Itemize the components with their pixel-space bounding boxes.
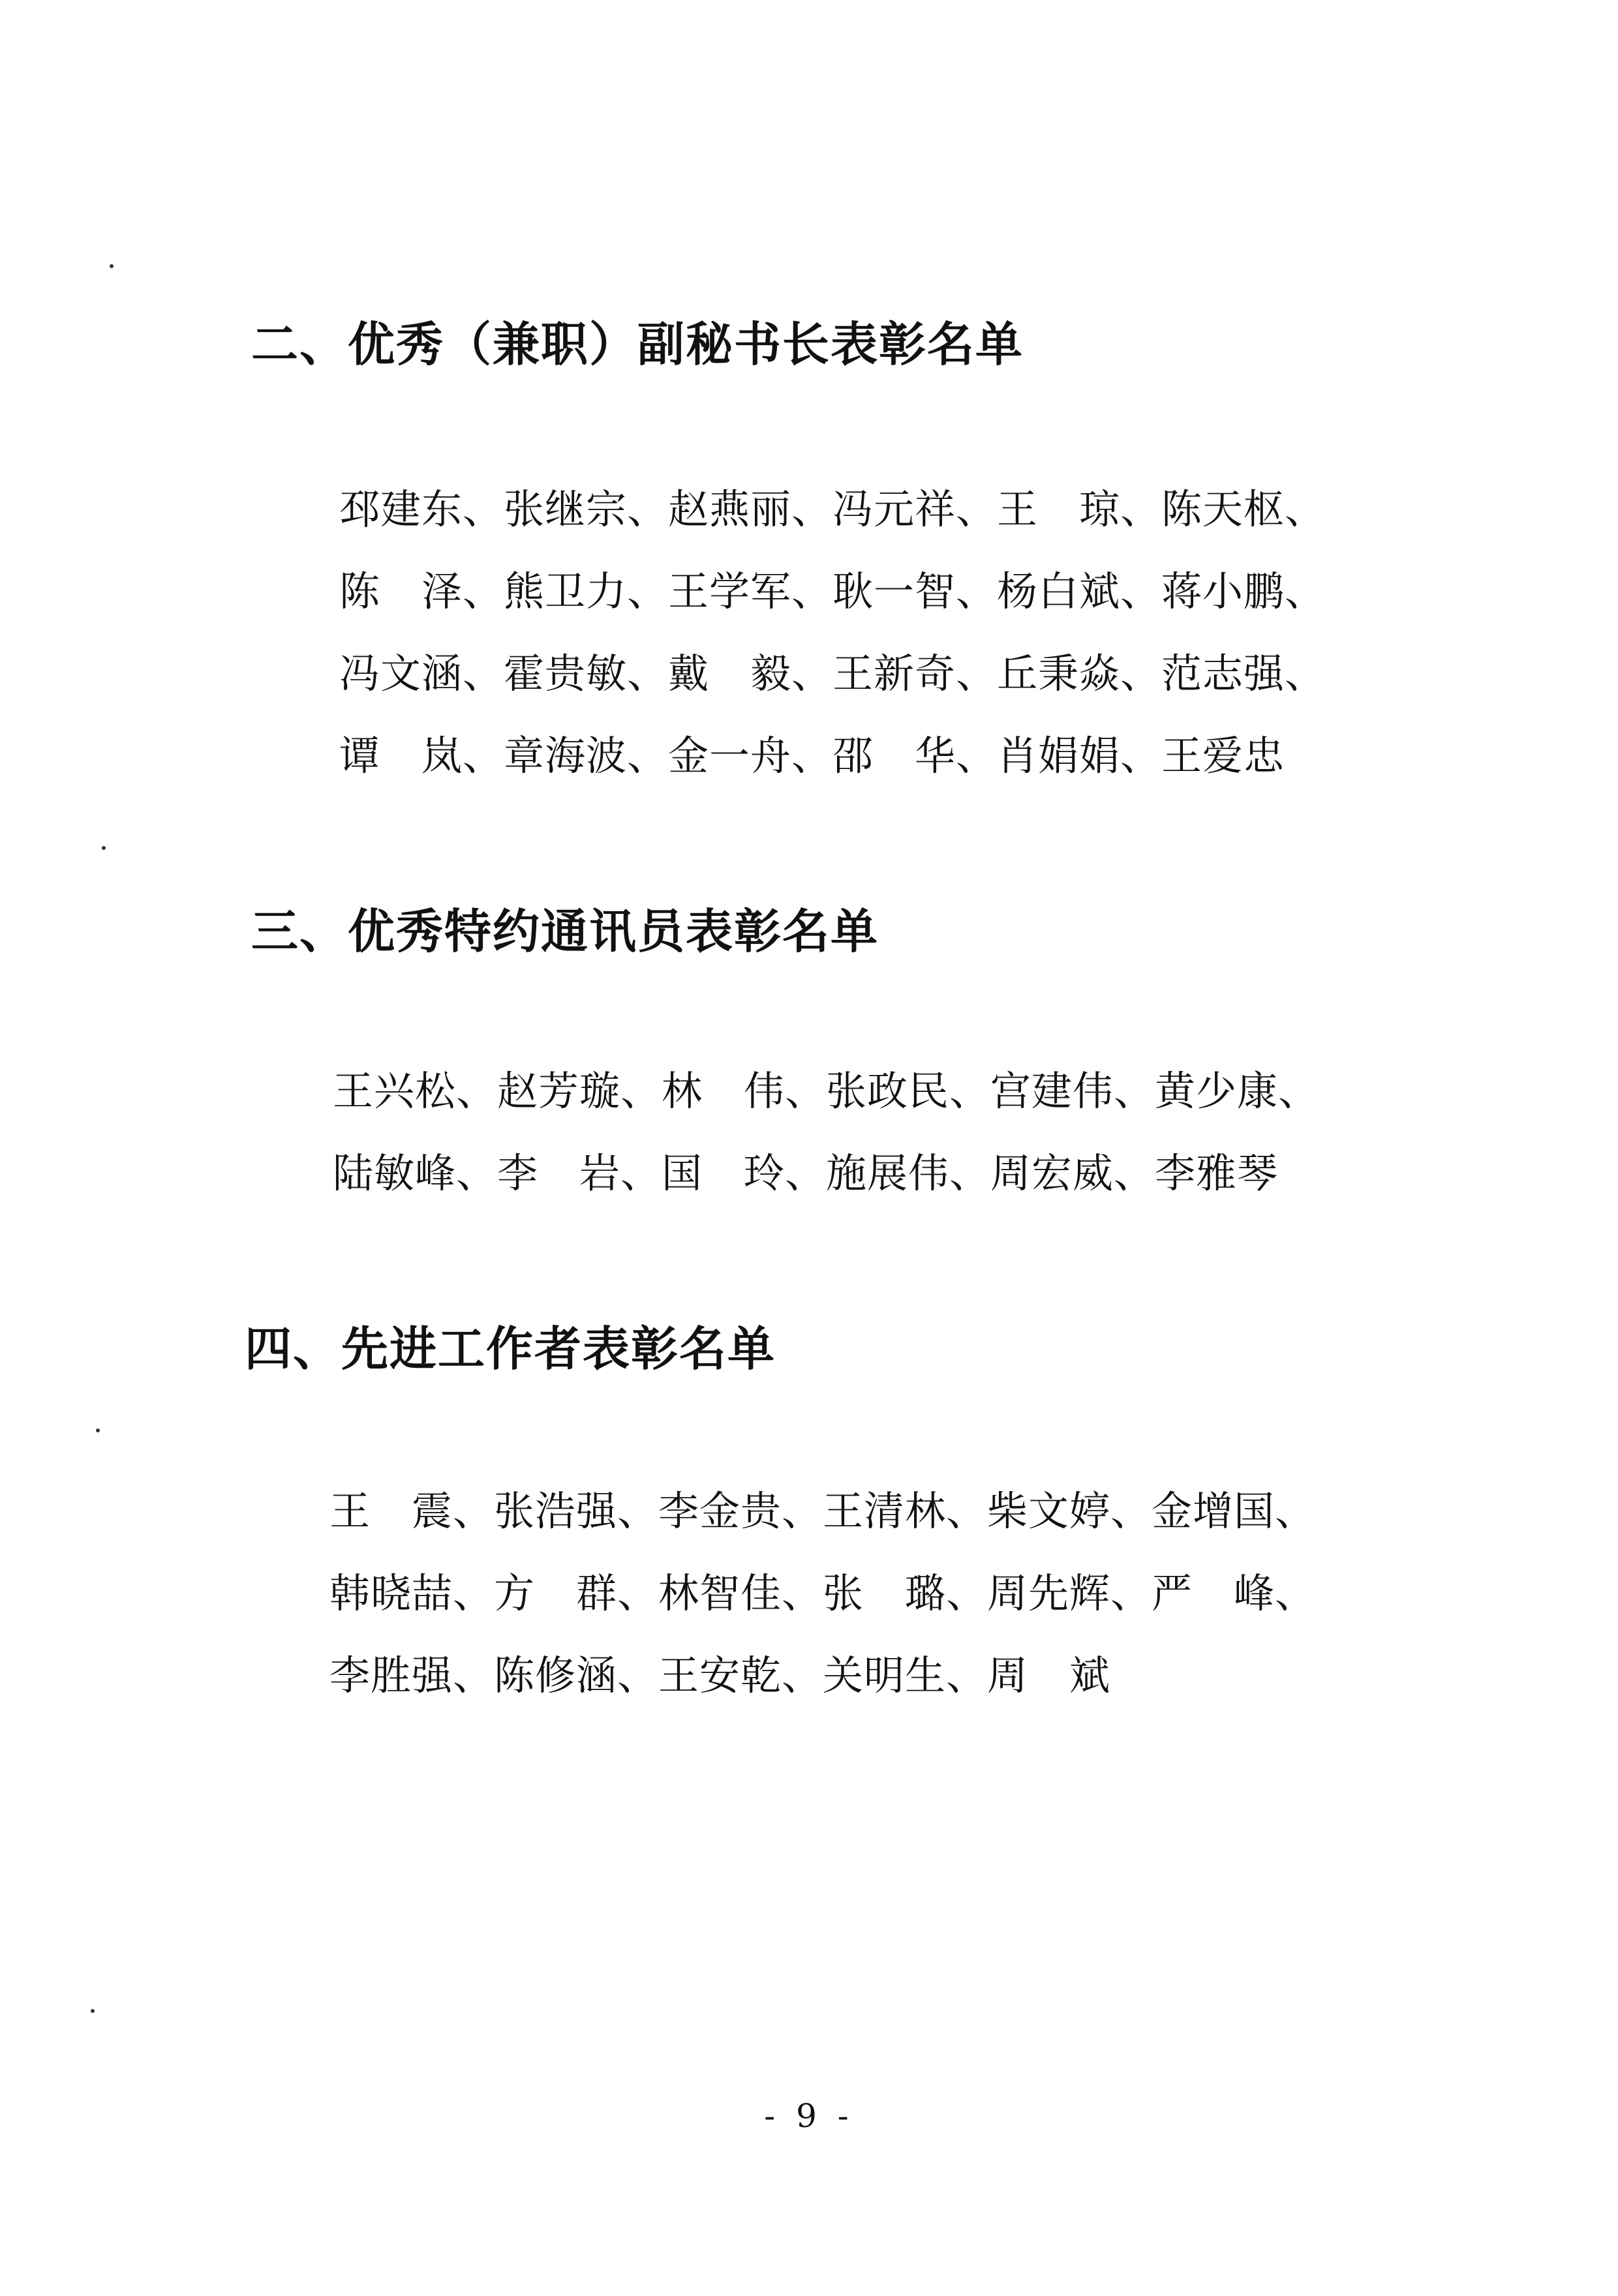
- scan-mark: [96, 1428, 100, 1432]
- scan-mark: [91, 2009, 95, 2013]
- scan-mark: [102, 846, 106, 850]
- section-heading-correspondents: 三、优秀特约通讯员表彰名单: [251, 903, 879, 959]
- name-line: 冯文涵、霍贵敏、戴 毅、王新奇、丘秉焱、范志强、: [339, 650, 1326, 697]
- name-line: 王兴松、赵芳璇、林 伟、张政民、宫建伟、黄少康、: [333, 1067, 1320, 1115]
- name-line: 谭 岚、章海波、金一舟、邵 华、肖娟娟、王爱忠: [339, 732, 1285, 779]
- name-line: 韩晓喆、方 群、林智佳、张 璐、周先辉、严 峰、: [329, 1569, 1317, 1617]
- name-line: 陈 泽、熊卫力、王学军、耿一智、杨白斌、蒋小鹏、: [339, 567, 1326, 615]
- name-line: 邳建东、张继宗、赵燕丽、冯元祥、王 琼、陈天枢、: [339, 485, 1326, 533]
- page-number: - 9 -: [764, 2097, 854, 2135]
- name-line: 陆敏峰、李 岩、国 玲、施展伟、周宏威、李雅琴: [333, 1149, 1279, 1197]
- name-list-deputy-secretaries: [339, 468, 1326, 797]
- name-list-correspondents: [333, 1050, 1319, 1215]
- section-heading-advanced-workers: 四、先进工作者表彰名单: [245, 1321, 776, 1376]
- name-line: 王 震、张浩强、李金贵、王清林、柴文婷、金增国、: [329, 1487, 1317, 1535]
- name-line: 李胜强、陈修涵、王安乾、关明生、周 斌: [329, 1652, 1111, 1699]
- name-list-advanced-workers: [329, 1470, 1316, 1717]
- scan-mark: [110, 264, 114, 268]
- section-heading-deputy-secretaries: 二、优秀（兼职）副秘书长表彰名单: [251, 316, 1024, 372]
